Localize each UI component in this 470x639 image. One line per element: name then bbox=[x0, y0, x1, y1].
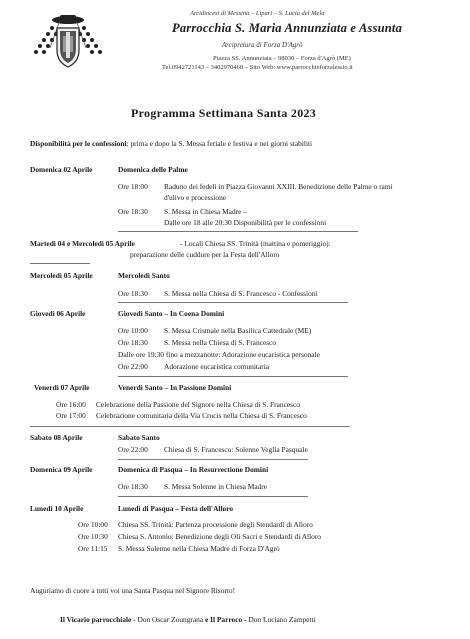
event-text: S. Messa nella Chiesa di S. Francesco bbox=[164, 338, 277, 347]
event-time: Ore 18:30 bbox=[118, 207, 148, 216]
archdiocese-line: Arcidiocesi di Messina – Lipari – S. Lucia del Mela bbox=[190, 10, 325, 17]
event-text: preparazione delle cuddure per la Festa dell'Alloro bbox=[130, 250, 280, 259]
event-time: Ore 16:00 bbox=[56, 400, 86, 409]
parroco-label: Il Parroco bbox=[210, 615, 243, 624]
page-title: Programma Settimana Santa 2023 bbox=[131, 106, 317, 120]
event-text: Dalle ore 19:30 fino a mezzanotte: Adorazione eucaristica personale bbox=[118, 350, 320, 359]
day-date: Domenica 09 Aprile bbox=[30, 465, 93, 474]
event-text: S. Messa nella Chiesa di S. Francesco - Confessioni bbox=[164, 289, 318, 298]
signature-and: e bbox=[205, 615, 209, 624]
parroco-name: - Don Luciano Zampetti bbox=[244, 615, 316, 624]
event-time: Ore 11:15 bbox=[78, 544, 108, 553]
parish-name: Parrocchia S. Maria Annunziata e Assunta bbox=[172, 21, 403, 35]
event-time: Ore 22:00 bbox=[118, 362, 148, 371]
parish-contacts: Tel.0942721143 – 3402970468 – Sito Web: www.parrocchieforzalessio.it bbox=[162, 64, 353, 71]
event-text: S. Messa in Chiesa Madre – bbox=[164, 207, 247, 216]
event-time: Ore 18:30 bbox=[118, 482, 148, 491]
event-time: Ore 18:00 bbox=[118, 182, 148, 191]
vicario-label: Il Vicario parrocchiale bbox=[60, 615, 132, 624]
event-time: Ore 17:00 bbox=[56, 411, 86, 420]
event-text: d'ulivo e processione bbox=[164, 193, 227, 202]
parish-coat-of-arms-icon bbox=[30, 12, 106, 72]
event-text: Celebrazione della Passione del Signore nella Chiesa di S. Francesco bbox=[96, 400, 301, 409]
confessions-note bbox=[30, 140, 312, 147]
day-date: Lunedì 10 Aprile bbox=[30, 504, 84, 513]
day-name: Venerdì Santo – In Passione Domini bbox=[118, 383, 232, 392]
divider bbox=[30, 263, 90, 264]
vicario-name: - Don Oscar Zoungrana bbox=[133, 615, 204, 624]
event-text: Adorazione eucaristica comunitaria bbox=[164, 362, 270, 371]
day-date: Venerdì 07 Aprile bbox=[34, 383, 90, 392]
parish-address: Piazza SS. Annunziata – 98030 – Forza d'Agrò (ME) bbox=[213, 55, 351, 62]
day-name: Domenica di Pasqua – In Resurrectione Domini bbox=[118, 465, 269, 474]
confessions-text: : prima e dopo la S. Messa feriale e festiva e nei giorni stabiliti bbox=[126, 139, 313, 148]
event-text: Raduno dei fedeli in Piazza Giovanni XXIII. Benedizione delle Palme o rami bbox=[164, 182, 393, 191]
event-time: Ore 10:00 bbox=[118, 326, 148, 335]
confessions-label: Disponibilità per le confessioni bbox=[30, 139, 127, 148]
day-name: Giovedì Santo – In Coena Domini bbox=[118, 309, 225, 318]
day-name: Sabato Santo bbox=[118, 433, 160, 442]
event-time: Ore 10:00 bbox=[78, 520, 108, 529]
divider bbox=[30, 426, 350, 427]
parish-subtitle: Arcipretura di Forza D'Agrò bbox=[222, 41, 303, 49]
day-name: - Locali Chiesa SS. Trinità (mattina e pomeriggio): bbox=[180, 239, 331, 248]
day-name: Domenica delle Palme bbox=[118, 165, 188, 174]
event-text: Chiesa SS. Trinità: Partenza processione degli Stendardi di Alloro bbox=[118, 520, 313, 529]
day-date: Domenica 02 Aprile bbox=[30, 165, 93, 174]
signature-line bbox=[60, 616, 316, 623]
event-text: Chiesa di S. Francesco: Solenne Veglia Pasquale bbox=[164, 445, 308, 454]
event-text: S. Messa Solenne in Chiesa Madre bbox=[164, 482, 268, 491]
day-name: Mercoledì Santo bbox=[118, 271, 170, 280]
day-date: Mercoledì 05 Aprile bbox=[30, 271, 93, 280]
event-text: Chiesa S. Antonio: Benedizione degli Oli Sacri e Stendardi di Alloro bbox=[118, 532, 322, 541]
day-date: Martedì 04 e Mercoledì 05 Aprile bbox=[30, 239, 135, 248]
event-text: Dalle ore 18 alle 20:30 Disponibilità per le confessioni bbox=[164, 218, 327, 227]
day-name: Lunedì di Pasqua – Festa dell'Alloro bbox=[118, 504, 234, 513]
event-text: S. Messa Crismale nella Basilica Cattedrale (ME) bbox=[164, 326, 312, 335]
closing-greeting: Auguriamo di cuore a tutti voi una Santa Pasqua nel Signore Risorto! bbox=[30, 586, 236, 595]
day-date: Giovedì 06 Aprile bbox=[30, 309, 86, 318]
event-text: Celebrazione comunitaria della Via Crucis nella Chiesa di S. Francesco bbox=[96, 411, 307, 420]
event-time: Ore 10:30 bbox=[78, 532, 108, 541]
divider bbox=[118, 376, 348, 377]
event-text: S. Messa Solenne nella Chiesa Madre di Forza D'Agrò bbox=[118, 544, 280, 553]
day-date: Sabato 08 Aprile bbox=[30, 433, 83, 442]
event-time: Ore 18:30 bbox=[118, 289, 148, 298]
divider bbox=[118, 231, 358, 232]
divider bbox=[118, 302, 348, 303]
event-time: Ore 22:00 bbox=[118, 445, 148, 454]
divider bbox=[118, 459, 308, 460]
event-time: Ore 18:30 bbox=[118, 338, 148, 347]
divider bbox=[118, 496, 308, 497]
